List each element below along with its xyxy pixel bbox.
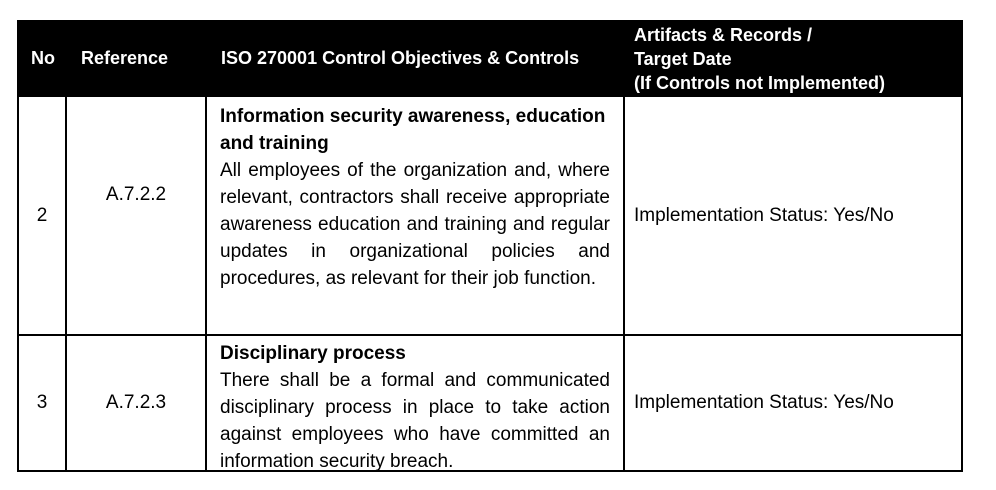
reference-code: A.7.2.2	[105, 183, 167, 205]
header-reference-label: Reference	[81, 48, 169, 68]
cell-no	[19, 336, 67, 470]
cell-no	[19, 97, 67, 334]
header-no	[19, 22, 67, 95]
iso-controls-table	[17, 20, 963, 472]
header-artifacts	[625, 22, 961, 95]
header-artifacts-line-2: Target Date	[634, 48, 732, 69]
row-number: 2	[36, 204, 48, 226]
table-row	[19, 95, 961, 334]
table-row	[19, 334, 961, 470]
header-controls-label: ISO 270001 Control Objectives & Controls	[221, 48, 580, 68]
cell-reference	[67, 336, 207, 470]
header-artifacts-line-3: (If Controls not Implemented)	[634, 72, 885, 93]
header-controls	[207, 22, 625, 95]
control-description: There shall be a formal and communicated disciplinary process in place to take action against employees who have committed an information security breach.	[220, 370, 610, 470]
cell-control	[207, 97, 625, 334]
implementation-status: Implementation Status: Yes/No	[634, 392, 894, 413]
header-artifacts-line-1: Artifacts & Records /	[634, 24, 813, 45]
control-title: Information security awareness, education and training	[220, 106, 606, 154]
header-no-label: No	[31, 48, 55, 68]
table-header-row	[19, 22, 961, 95]
row-number: 3	[36, 392, 48, 413]
implementation-status: Implementation Status: Yes/No	[634, 204, 894, 226]
control-description: All employees of the organization and, where relevant, contractors shall receive appropriate awareness education and training and regular updates in organizational policies and procedures, as relevant for their job function.	[220, 160, 610, 289]
cell-control	[207, 336, 625, 470]
cell-artifacts	[625, 97, 961, 334]
control-title: Disciplinary process	[220, 343, 406, 364]
cell-reference	[67, 97, 207, 334]
cell-artifacts	[625, 336, 961, 470]
header-reference	[67, 22, 207, 95]
reference-code: A.7.2.3	[105, 392, 167, 413]
